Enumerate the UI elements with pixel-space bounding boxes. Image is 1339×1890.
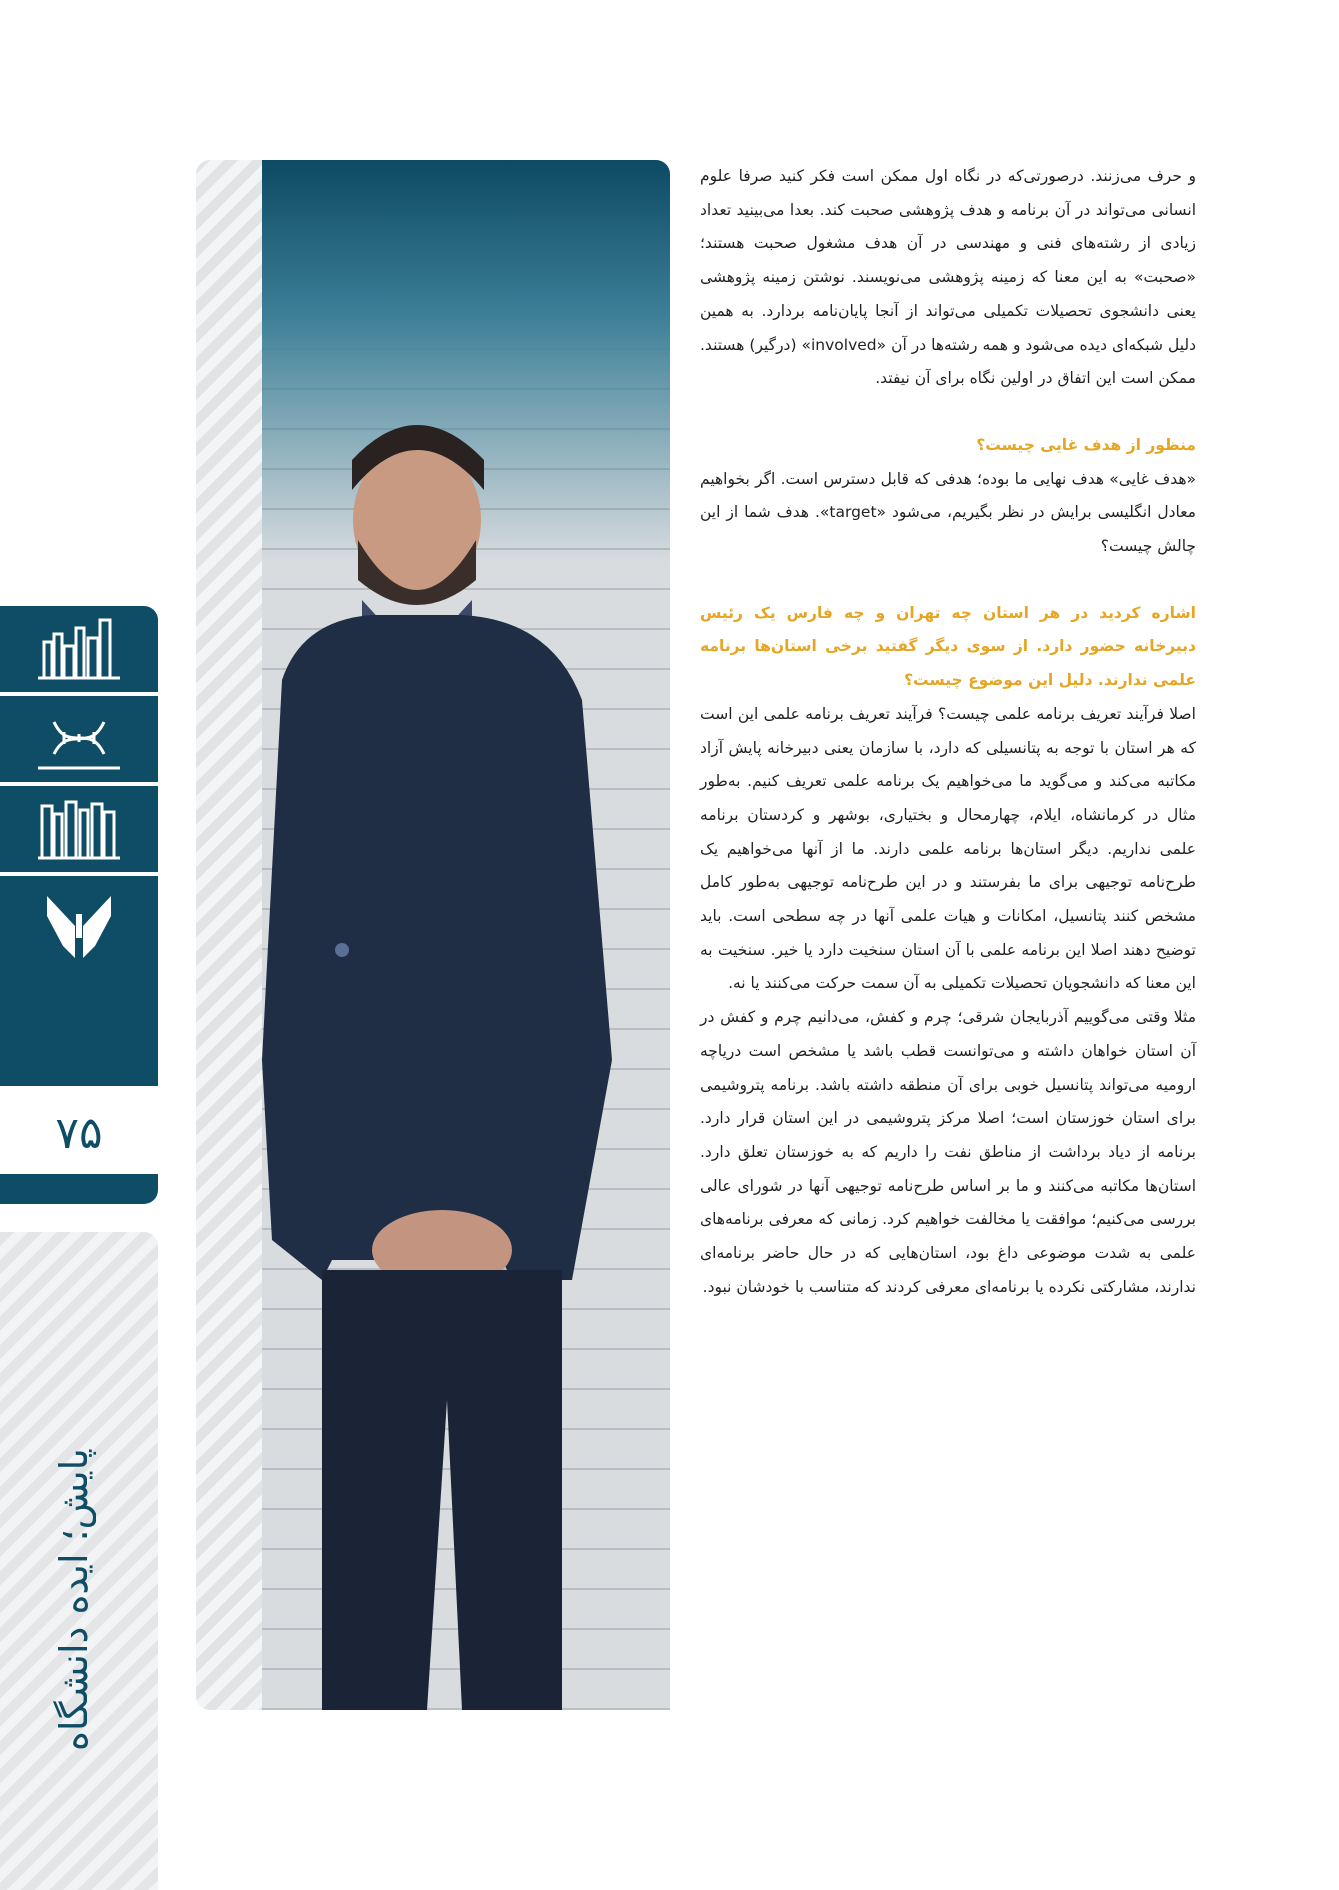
answer-2-part-1: اصلا فرآیند تعریف برنامه علمی چیست؟ فرآیند تعریف برنامه علمی این است که هر استان با توجه به پتانسیلی که دارد، با سازمان یعنی دبیرخانه پایش آزاد مکاتبه می‌کند و می‌گوید ما می‌خواهیم یک برنامه علمی تعریف کنیم. به‌طور مثال در کرمانشاه، ایلام، چهارمحال و بختیاری، بوشهر و کردستان برنامه علمی نداریم. دیگر استان‌ها برنامه علمی دارند. ما از آنها می‌خواهیم یک طرح‌نامه توجیهی برای ما بفرستند و در این طرح‌نامه توجیهی به‌طور کامل مشخص کنند پتانسیل، امکانات و هیات علمی آنها در چه سطحی است. باید توضیح دهند اصلا این برنامه علمی با آن استان سنخیت دارد یا خیر. سنخیت به این معنا که دانشجویان تحصیلات تکمیلی به آن سمت حرکت می‌کنند یا نه.: [700, 704, 1196, 993]
answer-1: «هدف غایی» هدف نهایی ما بوده؛ هدفی که قابل دسترس است. اگر بخواهیم معادل انگلیسی برایش در نظر بگیریم، می‌شود «target». هدف شما از این چالش چیست؟: [700, 469, 1196, 556]
bookshelf-icon: [0, 786, 158, 876]
portrait-photo: [262, 160, 670, 1710]
photo-strip-decoration: [196, 160, 262, 1710]
magazine-title: پایش؛ ایده دانشگاه: [52, 1448, 96, 1752]
article-body: [700, 160, 1196, 1305]
page-number: ۷۵: [55, 1108, 103, 1159]
books-lab-icon: [0, 606, 158, 696]
question-1: منظور از هدف غایی چیست؟: [976, 435, 1196, 454]
azad-university-logo-icon: [0, 876, 158, 976]
answer-2-part-2: مثلا وقتی می‌گوییم آذربایجان شرقی؛ چرم و کفش، می‌دانیم چرم و کفش در آن استان خواهان داشته و می‌توانست قطب باشد یا مشخص است دریاچه ارومیه می‌تواند پتانسیل خوبی برای آن منطقه داشته باشد. برنامه پتروشیمی برای استان خوزستان است؛ اصلا مرکز پتروشیمی در این استان قرار دارد. برنامه از دیاد برداشت از مناطق نفت را داریم که به خوزستان تعلق دارد. استان‌ها مکاتبه می‌کنند و ما بر اساس طرح‌نامه توجیهی آنها در شورای عالی بررسی می‌کنیم؛ موافقت یا مخالفت خواهیم کرد. زمانی که معرفی برنامه‌های علمی به شدت موضوعی داغ بود، استان‌هایی که در حال حاضر برنامه‌ای ندارند، مشارکتی نکرده یا برنامه‌ای معرفی کردند که متناسب با خودشان نبود.: [700, 1008, 1196, 1296]
intro-paragraph: و حرف می‌زنند. درصورتی‌که در نگاه اول ممکن است فکر کنید صرفا علوم انسانی می‌تواند در آن برنامه و هدف پژوهشی صحبت کند. بعدا می‌بینید تعداد زیادی از رشته‌های فنی و مهندسی در آن هدف مشغول صحبت هستند؛ «صحبت» به این معنا که زمینه پژوهشی می‌نویسند. نوشتن زمینه پژوهشی یعنی دانشجوی تحصیلات تکمیلی می‌تواند از آنجا پایان‌نامه بردارد. به همین دلیل شبکه‌ای دیده می‌شود و همه رشته‌ها در آن «involved» (درگیر) هستند. ممکن است این اتفاق در اولین نگاه برای آن نیفتد.: [700, 167, 1196, 388]
dna-icon: [0, 696, 158, 786]
question-2: اشاره کردید در هر استان چه تهران و چه فارس یک رئیس دبیرخانه حضور دارد. از سوی دیگر گفتید برخی استان‌ها برنامه علمی ندارند. دلیل این موضوع چیست؟: [700, 603, 1196, 690]
